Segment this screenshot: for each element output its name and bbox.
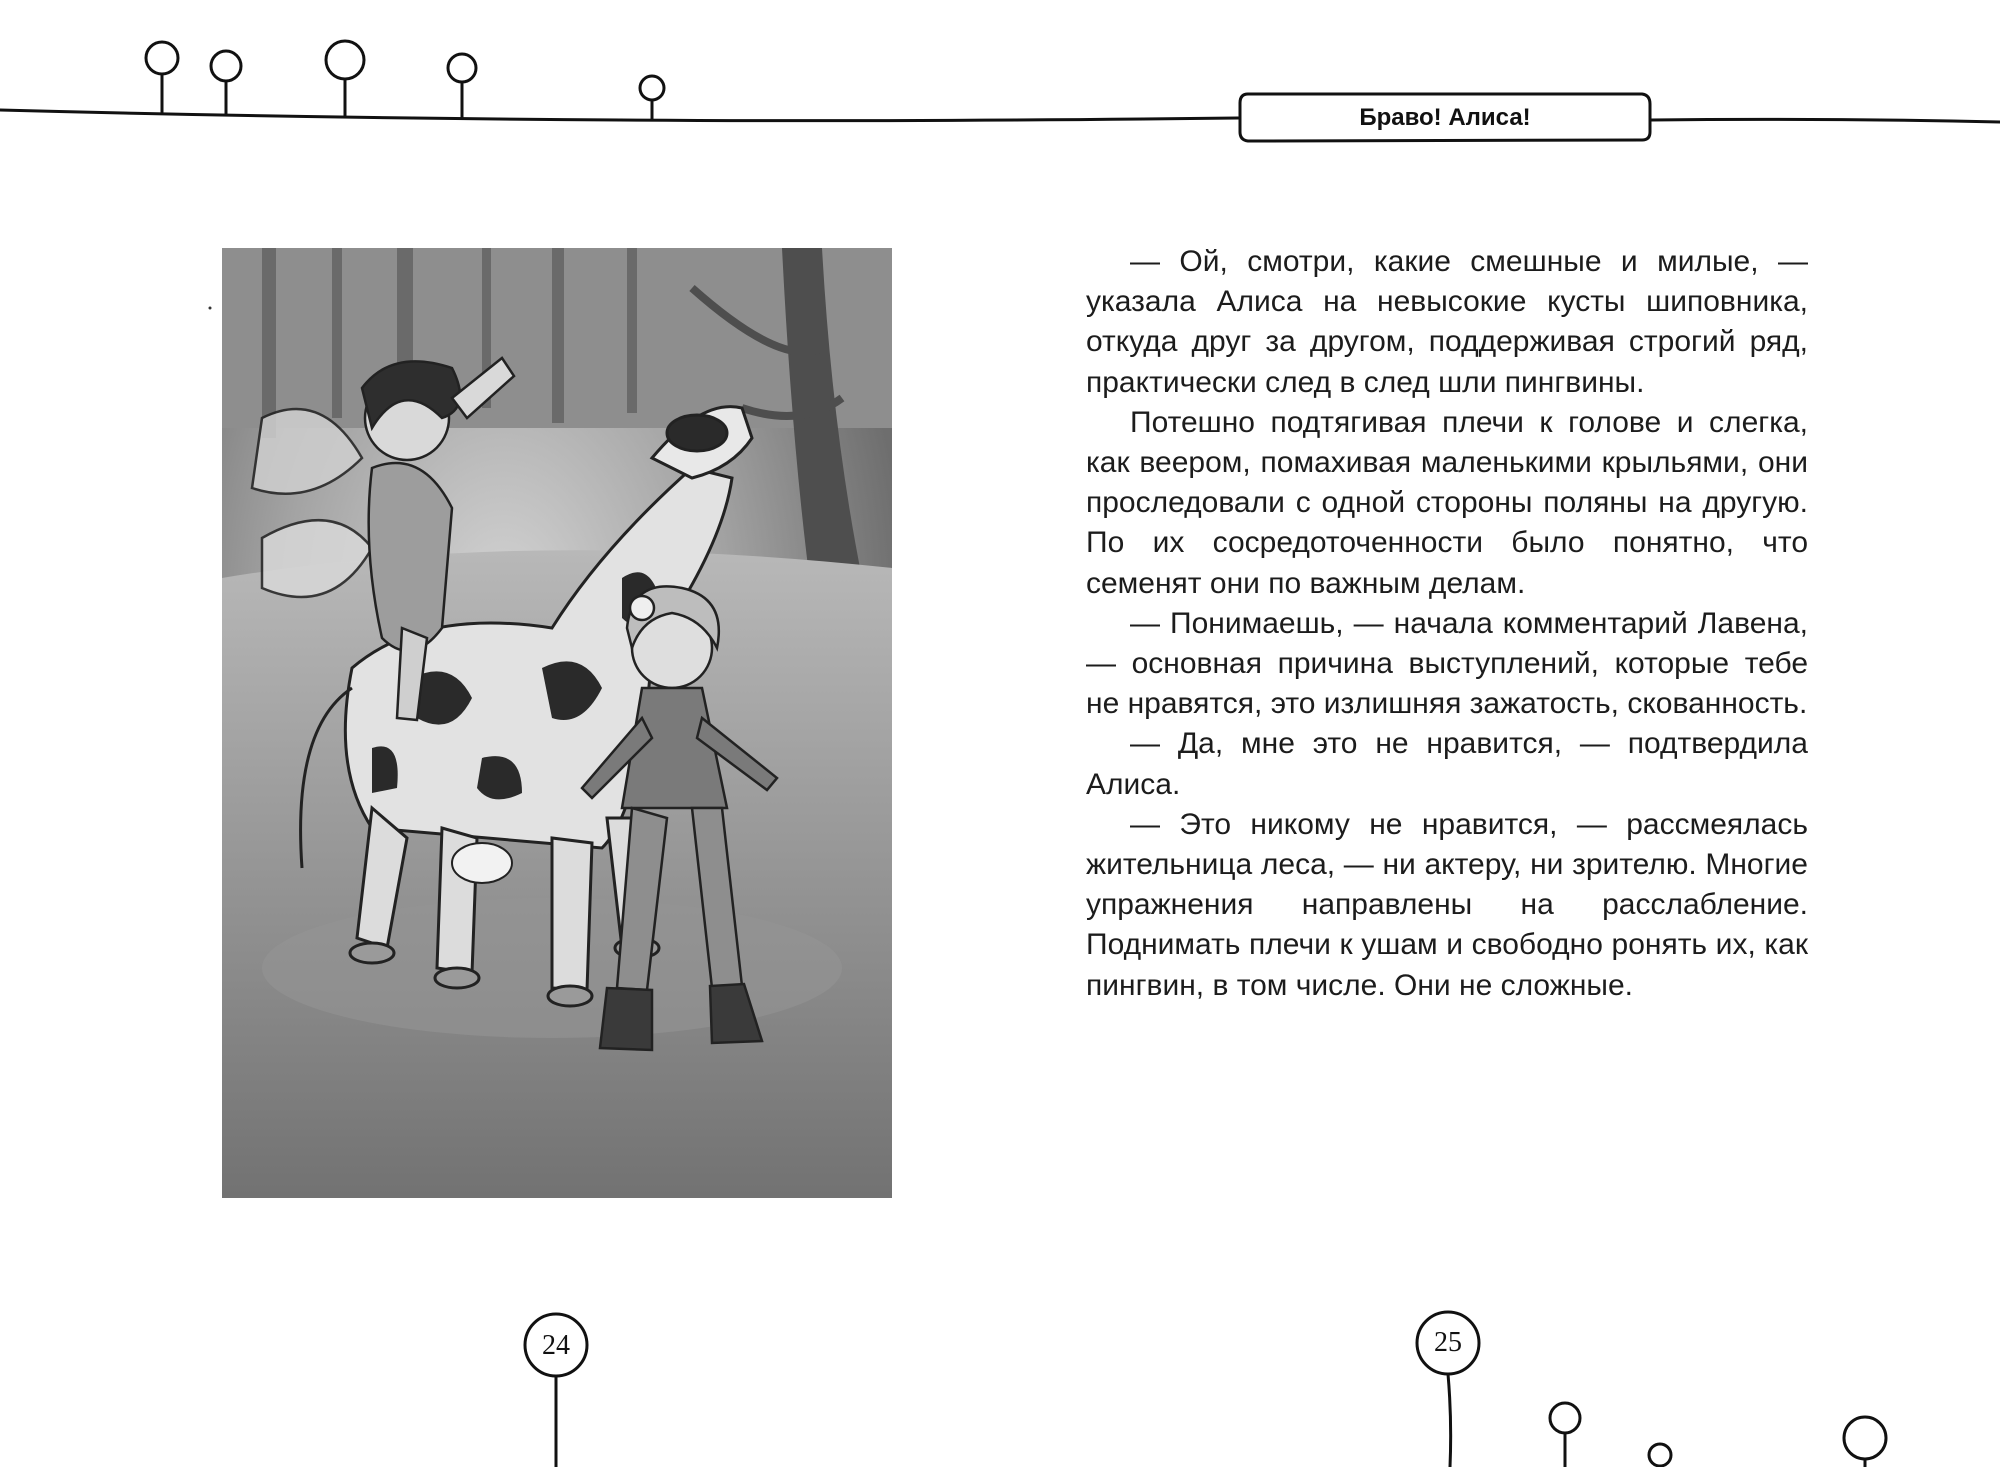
deco-circle xyxy=(146,42,178,74)
deco-circle xyxy=(1550,1403,1580,1433)
deco-circle xyxy=(211,51,241,81)
paragraph: — Ой, смотри, какие смешные и милые, — указала Алиса на невысокие кусты шиповника, откуда друг за другом, поддерживая строгий ряд, практически след в след шли пингвины. xyxy=(1086,245,1808,399)
running-title: Браво! Алиса! xyxy=(1359,104,1531,131)
header-line-right xyxy=(1650,119,2000,122)
illustration-art xyxy=(222,248,892,1198)
page-number-right: 25 xyxy=(1434,1327,1462,1358)
paragraph: — Да, мне это не нравится, — подтвердила Алиса. xyxy=(1086,727,1808,801)
deco-circle xyxy=(448,54,476,82)
deco-circle xyxy=(326,41,364,79)
paragraph: — Это никому не нравится, — рассмеялась жительница леса, — ни актеру, ни зрителю. Многие упражнения направлены на расслабление. Поднимать плечи к ушам и свободно ронять их, как пингвин, в том числе. Они не сложные. xyxy=(1086,807,1808,1002)
body-text xyxy=(1086,242,1808,1006)
illustration xyxy=(222,248,892,1198)
deco-circle xyxy=(1844,1417,1886,1459)
header-line-left xyxy=(0,110,1238,121)
deco-circle xyxy=(640,76,664,100)
page-number-left: 24 xyxy=(542,1330,570,1361)
deco-circle xyxy=(1649,1444,1671,1466)
paragraph: Потешно подтягивая плечи к голове и слегка, как веером, помахивая маленькими крыльями, они проследовали с одной стороны поляны на другую. По их сосредоточенности было понятно, что семенят они по важным делам. xyxy=(1086,405,1808,600)
paragraph: — Понимаешь, — начала комментарий Лавена, — основная причина выступлений, которые тебе не нравятся, это излишняя зажатость, скованность. xyxy=(1086,606,1808,721)
